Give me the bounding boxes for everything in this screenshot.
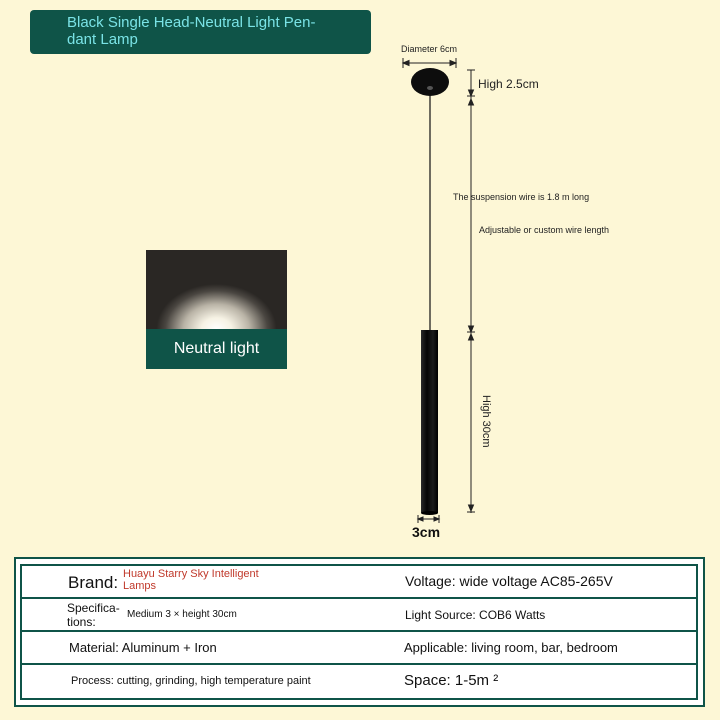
applicable-value: Applicable: living room, bar, bedroom bbox=[404, 640, 618, 655]
brand-label: Brand: bbox=[68, 573, 119, 592]
material-value: Material: Aluminum + Iron bbox=[69, 640, 217, 655]
product-title: Black Single Head-Neutral Light Pen- dant Lamp bbox=[67, 14, 316, 48]
spec-table bbox=[20, 564, 698, 700]
wire-length-dimension bbox=[467, 99, 475, 332]
wire-length-label: The suspension wire is 1.8 m long bbox=[453, 192, 590, 202]
light-type-label: Neutral light bbox=[146, 329, 287, 369]
spec-row-brand bbox=[22, 566, 696, 599]
space-cell bbox=[402, 665, 696, 696]
spec-row-material bbox=[22, 632, 696, 665]
specifications-label: Specifica- tions: bbox=[67, 601, 120, 629]
brand-value: Huayu Starry Sky Intelligent Lamps bbox=[123, 568, 259, 592]
process-cell bbox=[22, 665, 402, 696]
space-value: Space: 1-5m ² bbox=[404, 672, 499, 689]
diameter-label: Diameter 6cm bbox=[401, 44, 458, 54]
specifications-cell bbox=[22, 599, 402, 630]
tube-height-label: High 30cm bbox=[480, 395, 492, 448]
brand-cell bbox=[22, 566, 402, 597]
tube-width-dimension bbox=[418, 515, 439, 523]
applicable-cell bbox=[402, 632, 696, 663]
diameter-dimension-line bbox=[403, 58, 456, 68]
canopy-height-label: High 2.5cm bbox=[478, 77, 539, 91]
light-source-cell bbox=[402, 599, 696, 630]
process-value: Process: cutting, grinding, high temperature paint bbox=[71, 675, 311, 687]
tube-lamp-body bbox=[421, 330, 438, 513]
tube-width-label: 3cm bbox=[412, 524, 441, 540]
spec-row-process bbox=[22, 665, 696, 698]
wire-adjustable-note: Adjustable or custom wire length bbox=[479, 225, 610, 235]
ceiling-canopy bbox=[411, 68, 449, 96]
light-source-value: Light Source: COB6 Watts bbox=[405, 608, 546, 622]
specifications-value: Medium 3 × height 30cm bbox=[127, 609, 237, 620]
spec-row-specifications bbox=[22, 599, 696, 632]
voltage-cell bbox=[402, 566, 696, 597]
material-cell bbox=[22, 632, 402, 663]
tube-height-dimension bbox=[467, 332, 475, 513]
voltage-value: Voltage: wide voltage AC85-265V bbox=[405, 573, 613, 589]
